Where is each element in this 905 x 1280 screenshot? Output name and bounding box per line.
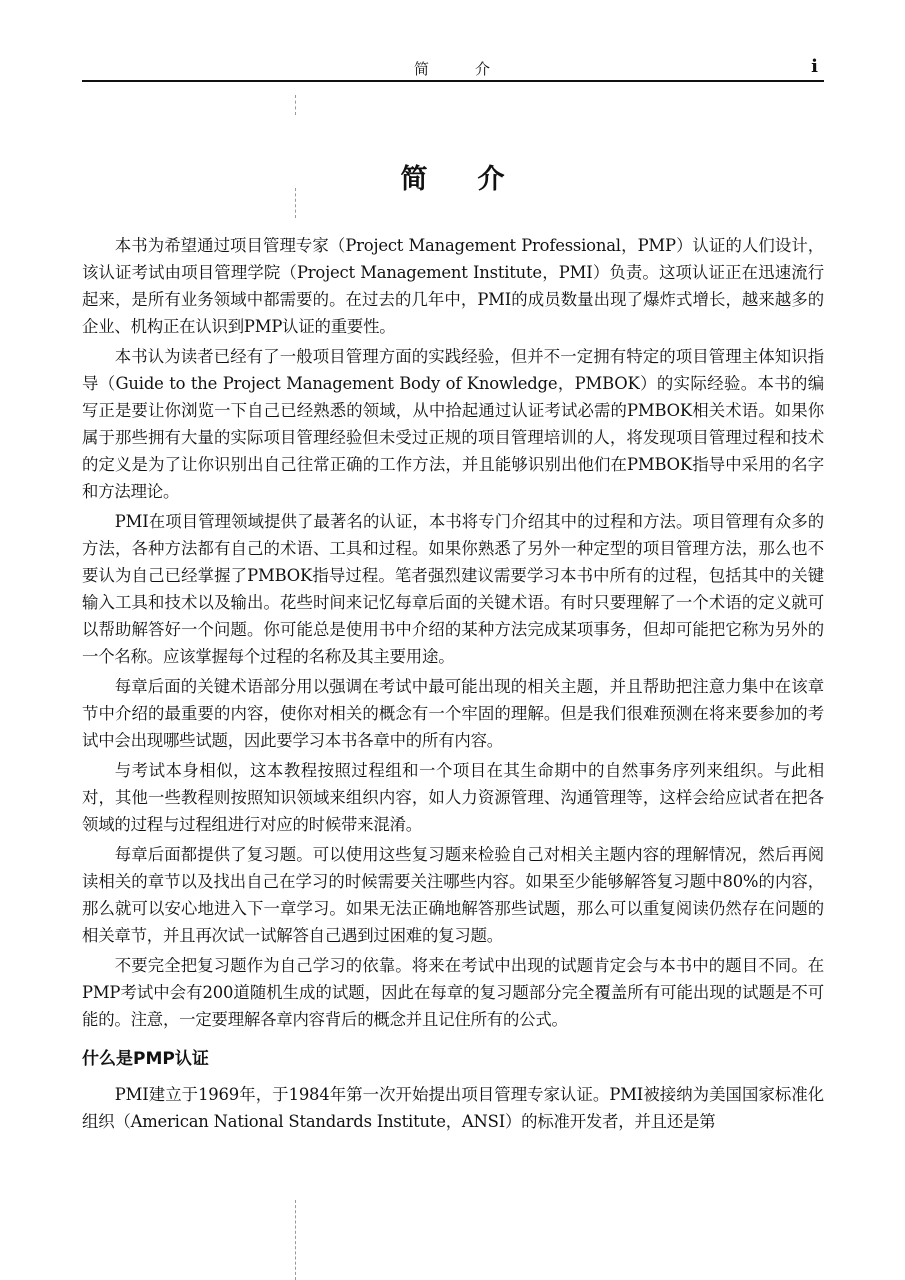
paragraph: PMI建立于1969年，于1984年第一次开始提出项目管理专家认证。PMI被接纳为美国国家标准化组织（American National Standards Institute，ANSI）的标准开发者，并且还是第: [82, 1085, 824, 1131]
paragraph: 每章后面的关键术语部分用以强调在考试中最可能出现的相关主题，并且帮助把注意力集中在该章节中介绍的最重要的内容，使你对相关的概念有一个牢固的理解。但是我们很难预测在将来要参加的考试中会出现哪些试题，因此要学习本书各章中的所有内容。: [82, 677, 824, 750]
header-rule: [82, 80, 824, 82]
paragraph: 本书认为读者已经有了一般项目管理方面的实践经验，但并不一定拥有特定的项目管理主体知识指导（Guide to the Project Management Body of Knowledge，PMBOK）的实际经验。本书的编写正是要让你浏览一下自己已经熟悉的领域，从中拾起通过认证考试必需的PMBOK相关术语。如果你属于那些拥有大量的实际项目管理经验但未受过正规的项目管理培训的人，将发现项目管理过程和技术的定义是为了让你识别出自己往常正确的工作方法，并且能够识别出他们在PMBOK指导中采用的名字和方法理论。: [82, 347, 824, 501]
paragraph: 与考试本身相似，这本教程按照过程组和一个项目在其生命期中的自然事务序列来组织。与此相对，其他一些教程则按照知识领域来组织内容，如人力资源管理、沟通管理等，这样会给应试者在把各领域的过程与过程组进行对应的时候带来混淆。: [82, 761, 824, 834]
running-header-title: 简介: [413, 60, 536, 78]
paragraph: 不要完全把复习题作为自己学习的依靠。将来在考试中出现的试题肯定会与本书中的题目不同。在PMP考试中会有200道随机生成的试题，因此在每章的复习题部分完全覆盖所有可能出现的试题是不可能的。注意，一定要理解各章内容背后的概念并且记住所有的公式。: [82, 956, 824, 1029]
body-text: [82, 232, 824, 1138]
paragraph: PMI在项目管理领域提供了最著名的认证，本书将专门介绍其中的过程和方法。项目管理有众多的方法，各种方法都有自己的术语、工具和过程。如果你熟悉了另外一种定型的项目管理方法，那么也不要认为自己已经掌握了PMBOK指导过程。笔者强烈建议需要学习本书中所有的过程，包括其中的关键输入工具和技术以及输出。花些时间来记忆每章后面的关键术语。有时只要理解了一个术语的定义就可以帮助解答好一个问题。你可能总是使用书中介绍的某种方法完成某项事务，但却可能把它称为另外的一个名称。应该掌握每个过程的名称及其主要用途。: [82, 512, 824, 666]
scan-mark: [295, 95, 296, 115]
paragraph: 本书为希望通过项目管理专家（Project Management Professional，PMP）认证的人们设计，该认证考试由项目管理学院（Project Management Institute，PMI）负责。这项认证正在迅速流行起来，是所有业务领域中都需要的。在过去的几年中，PMI的成员数量出现了爆炸式增长，越来越多的企业、机构正在认识到PMP认证的重要性。: [82, 236, 824, 336]
paragraph: 每章后面都提供了复习题。可以使用这些复习题来检验自己对相关主题内容的理解情况，然后再阅读相关的章节以及找出自己在学习的时候需要关注哪些内容。如果至少能够解答复习题中80%的内容，那么就可以安心地进入下一章学习。如果无法正确地解答那些试题，那么可以重复阅读仍然存在问题的相关章节，并且再次试一试解答自己遇到过困难的复习题。: [82, 845, 824, 945]
running-header: [82, 58, 822, 78]
scan-mark: [295, 1200, 296, 1280]
page-number: i: [811, 56, 818, 77]
page-title: 简介: [400, 164, 555, 195]
section-heading: 什么是PMP认证: [82, 1049, 209, 1069]
